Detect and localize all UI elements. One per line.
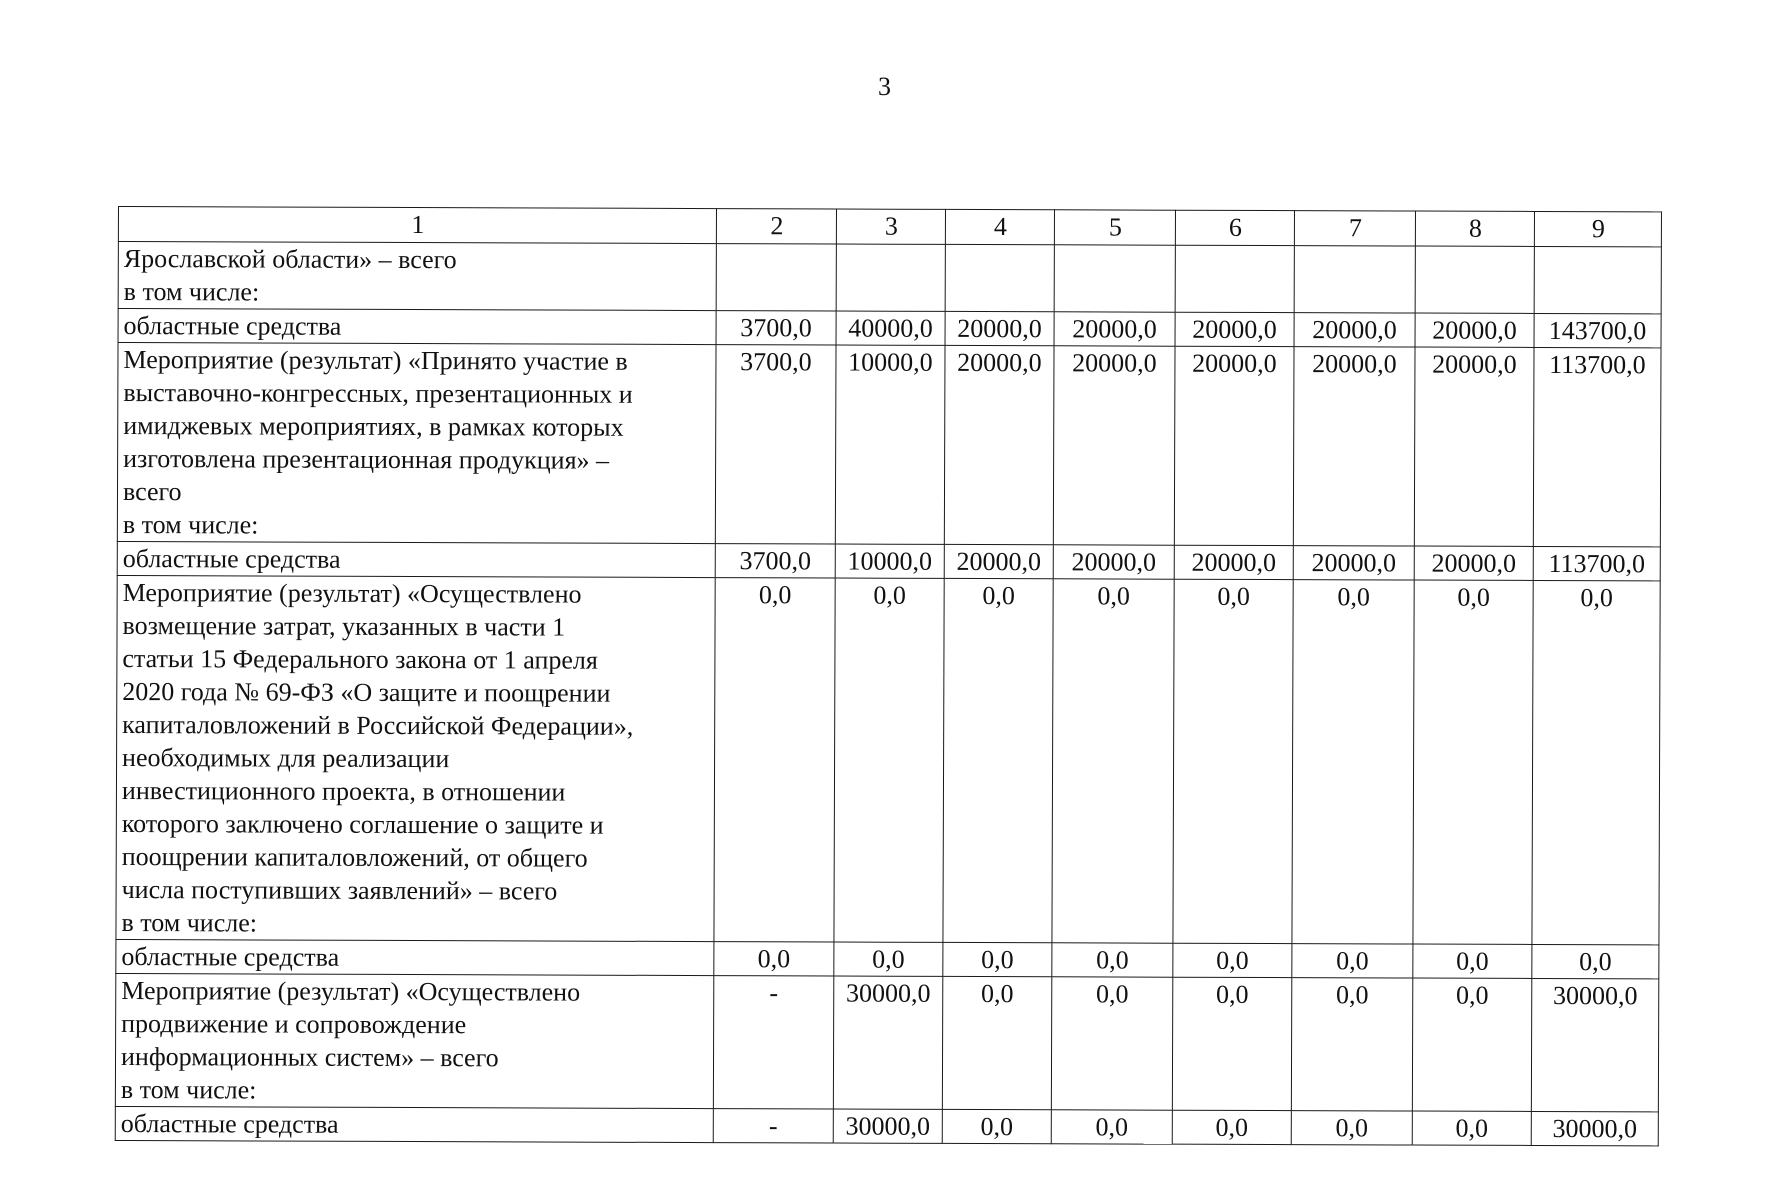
row-value: 20000,0 [1174,346,1294,545]
row-value: 0,0 [1292,944,1413,978]
row-value: 0,0 [943,942,1052,976]
table-row [115,1106,1658,1145]
row-value: - [713,1109,833,1143]
row-value: 0,0 [1291,1111,1412,1145]
row-value: 10000,0 [835,544,944,578]
budget-table [115,206,1662,1146]
row-value: 113700,0 [1533,546,1660,580]
row-label: областные средства [118,309,716,345]
row-value: 0,0 [1413,944,1532,978]
table-row [116,939,1659,978]
row-value: 0,0 [1173,579,1293,943]
row-value: 0,0 [1292,580,1414,944]
row-value: 20000,0 [1414,347,1534,546]
column-header: 8 [1415,211,1534,246]
row-value: 0,0 [1412,978,1531,1111]
row-value: 20000,0 [1294,313,1415,347]
row-value: 0,0 [1413,580,1533,944]
row-value: 0,0 [714,942,834,976]
row-value [1294,246,1415,313]
row-value: 30000,0 [1531,978,1658,1111]
column-header: 7 [1294,211,1415,246]
row-value: 0,0 [1172,977,1291,1110]
row-value: 0,0 [834,578,944,942]
row-value: 0,0 [1172,1110,1291,1144]
row-value: 20000,0 [1293,546,1414,580]
table-row [117,343,1661,547]
row-value: 3700,0 [715,345,836,544]
row-label: Ярославской области» – всего в том числе: [118,242,716,311]
row-value: 0,0 [1052,943,1173,977]
row-value: 20000,0 [1415,313,1534,347]
row-value: 143700,0 [1534,313,1661,347]
row-value: 3700,0 [715,544,835,578]
table-row [117,541,1660,580]
table-row [116,575,1660,944]
row-value: 113700,0 [1533,347,1661,546]
row-value: 0,0 [1051,977,1172,1110]
column-header: 1 [118,207,716,244]
row-value: 0,0 [942,976,1051,1109]
row-value: 0,0 [1173,943,1292,977]
row-value: 0,0 [943,578,1053,942]
row-value: 20000,0 [1053,346,1175,545]
row-value: 0,0 [1052,579,1174,943]
row-label: Мероприятие (результат) «Принято участие в выставочно-конгрессных, презентационных и имиджевых мероприятиях, в рамках которых изготовлена презентационная продукция» – всего в том числе: [117,343,716,544]
row-value: 0,0 [1412,1111,1531,1145]
row-value: - [713,976,833,1109]
row-value: 20000,0 [1175,312,1294,346]
header-row [118,207,1661,247]
table-row [115,973,1658,1111]
column-header: 2 [716,209,836,244]
table-row [118,309,1661,348]
row-value: 0,0 [1532,944,1659,978]
row-label: областные средства [115,1106,713,1142]
row-label: областные средства [117,541,715,577]
row-value: 30000,0 [833,1109,942,1143]
row-value: 20000,0 [944,544,1053,578]
column-header: 6 [1175,210,1294,245]
column-header: 9 [1534,211,1661,246]
row-value: 20000,0 [944,345,1054,544]
row-label: Мероприятие (результат) «Осуществлено возмещение затрат, указанных в части 1 статьи 15 Федерального закона от 1 апреля 2020 года № 69-ФЗ «О защите и поощрении капиталовложений в Российской Федерации», необходимых для реализации инвестиционного проекта, в отношении которого заключено соглашение о защите и поощрении капиталовложений, от общего числа поступивших заявлений» – всего в том числе: [116,575,715,941]
row-value: 30000,0 [833,976,942,1109]
row-value: 0,0 [834,942,943,976]
column-header: 5 [1054,210,1175,245]
row-value: 20000,0 [1174,545,1293,579]
row-value [1534,246,1661,313]
row-value: 40000,0 [836,311,945,345]
row-value: 10000,0 [835,345,945,544]
row-value [836,244,945,311]
row-value [1175,245,1294,312]
row-value: 0,0 [1051,1110,1172,1144]
row-value [716,244,836,311]
row-value: 3700,0 [716,311,836,345]
page-number: 3 [878,72,891,101]
row-value: 20000,0 [1054,312,1175,346]
row-value: 0,0 [714,578,835,942]
row-value [1054,245,1175,312]
row-value: 20000,0 [945,311,1054,345]
row-value: 20000,0 [1293,347,1415,546]
table-row [118,242,1661,314]
row-value: 30000,0 [1531,1111,1658,1145]
row-value: 0,0 [942,1109,1051,1143]
column-header: 3 [836,209,945,244]
row-label: областные средства [116,939,714,975]
row-value: 20000,0 [1414,546,1533,580]
row-value: 20000,0 [1053,545,1174,579]
row-value: 0,0 [1532,580,1660,944]
row-value [945,244,1054,311]
row-label: Мероприятие (результат) «Осуществлено продвижение и сопровождение информационных систем» – всего в том числе: [115,973,713,1108]
row-value: 0,0 [1291,978,1412,1111]
column-header: 4 [945,209,1054,244]
row-value [1415,246,1534,313]
